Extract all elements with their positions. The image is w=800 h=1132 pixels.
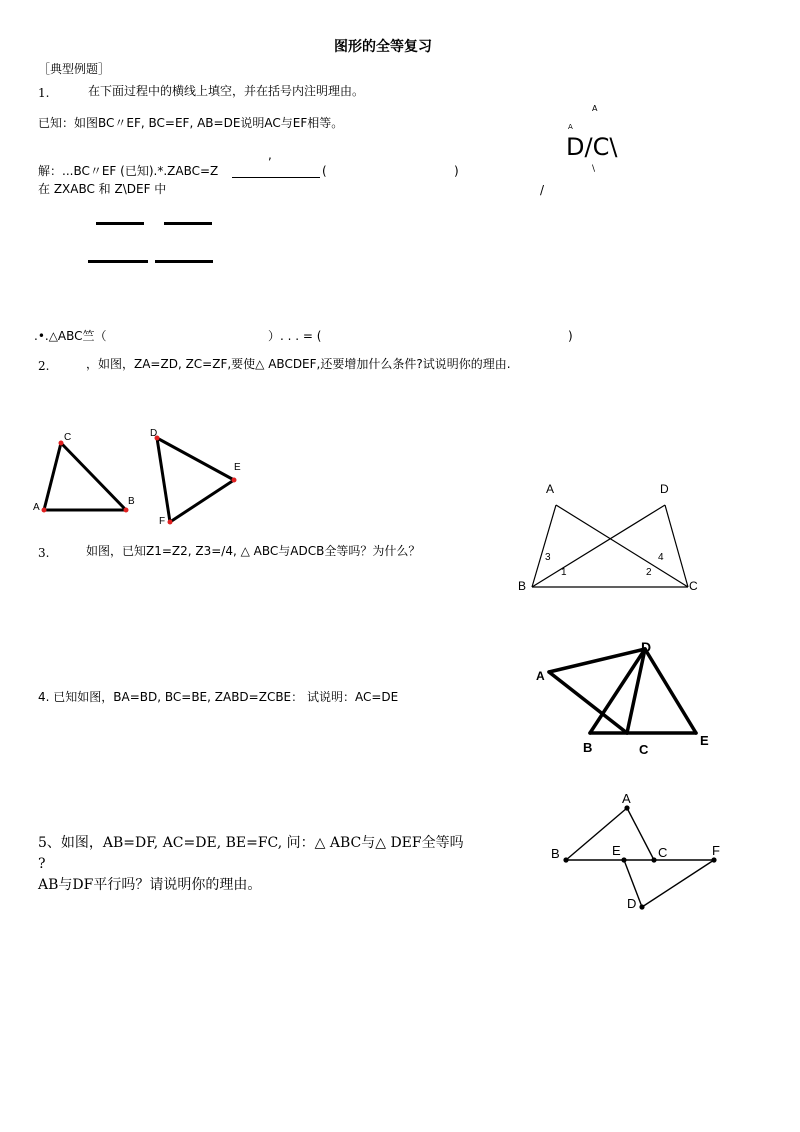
q5-lines xyxy=(566,808,714,907)
q5-label-f: F xyxy=(712,843,720,858)
q5-label-e: E xyxy=(612,843,621,858)
q4-label-a: A xyxy=(536,669,545,683)
q1-conclusion-close: ) xyxy=(568,329,573,343)
q3-label-d: D xyxy=(660,482,669,496)
q1-given: 已知：如图BC〃EF, BC=EF, AB=DE说明AC与EF相等。 xyxy=(38,116,344,130)
q1-stray-slash: / xyxy=(540,183,545,197)
q2-label-d: D xyxy=(150,428,158,439)
q4-label-d: D xyxy=(641,639,652,655)
q1-instruction: 在下面过程中的横线上填空，并在括号内注明理由。 xyxy=(88,84,365,98)
q2-number: 2. xyxy=(38,359,50,373)
q3-label-3: 3 xyxy=(545,552,551,563)
q1-label-a-small: A xyxy=(568,123,573,131)
q2-label-b: B xyxy=(128,496,135,507)
q2-label-a: A xyxy=(33,502,40,513)
q4-label-c: C xyxy=(639,742,649,757)
q5-line3: AB与DF平行吗？请说明你的理由。 xyxy=(38,877,262,893)
q1-paren-open: ( xyxy=(322,164,327,178)
q5-points xyxy=(563,805,716,909)
q5-label-c: C xyxy=(658,845,668,860)
q5-label-d: D xyxy=(627,896,637,911)
q4-label-b: B xyxy=(583,740,593,755)
q2-label-f: F xyxy=(159,516,166,527)
q1-solution-prefix: 解：...BC〃EF (已知).*.ZABC=Z xyxy=(38,164,219,178)
q1-label-a-top: A xyxy=(592,104,598,113)
q1-number: 1. xyxy=(38,86,50,100)
q2-text: ，如图，ZA=ZD, ZC=ZF,要使△ ABCDEF,还要增加什么条件?试说明你的理由. xyxy=(86,357,511,371)
q3-text: 如图，已知Z1=Z2, Z3=/4, △ ABC与ADCB全等吗？为什么？ xyxy=(86,544,421,558)
q1-line2: 在 ZXABC 和 Z\DEF 中 xyxy=(38,182,167,196)
section-label: ［典型例题］ xyxy=(38,62,111,76)
q5-line1: 5、如图，AB=DF, AC=DE, BE=FC, 问：△ ABC与△ DEF全等吗 xyxy=(38,835,464,851)
q5-line2: ? xyxy=(38,856,46,872)
q3-label-1: 1 xyxy=(561,567,567,578)
q2-label-e: E xyxy=(234,462,241,473)
q1-label-dc: D/C\ xyxy=(566,133,618,161)
q1-stray-comma: , xyxy=(268,148,272,162)
q3-label-4: 4 xyxy=(658,552,664,563)
q5-label-a: A xyxy=(622,791,631,806)
q3-label-a: A xyxy=(546,482,555,496)
q1-label-backslash: \ xyxy=(592,164,596,174)
q4-label-e: E xyxy=(700,733,709,748)
q2-label-c: C xyxy=(64,432,72,443)
q4-text: 4. 已知如图，BA=BD, BC=BE, ZABD=ZCBE： 试说明：AC=DE xyxy=(38,690,399,704)
q3-label-b: B xyxy=(518,579,527,593)
q3-label-2: 2 xyxy=(646,567,652,578)
q1-conclusion-prefix: .•.△ABC竺（ xyxy=(34,329,107,343)
q5-label-b: B xyxy=(551,846,560,861)
q3-label-c: C xyxy=(689,579,698,593)
page-title: 图形的全等复习 xyxy=(334,39,432,55)
q3-number: 3. xyxy=(38,546,50,560)
q1-paren-close: ) xyxy=(454,164,459,178)
q1-conclusion-mid: ）. . . = ( xyxy=(268,329,322,343)
